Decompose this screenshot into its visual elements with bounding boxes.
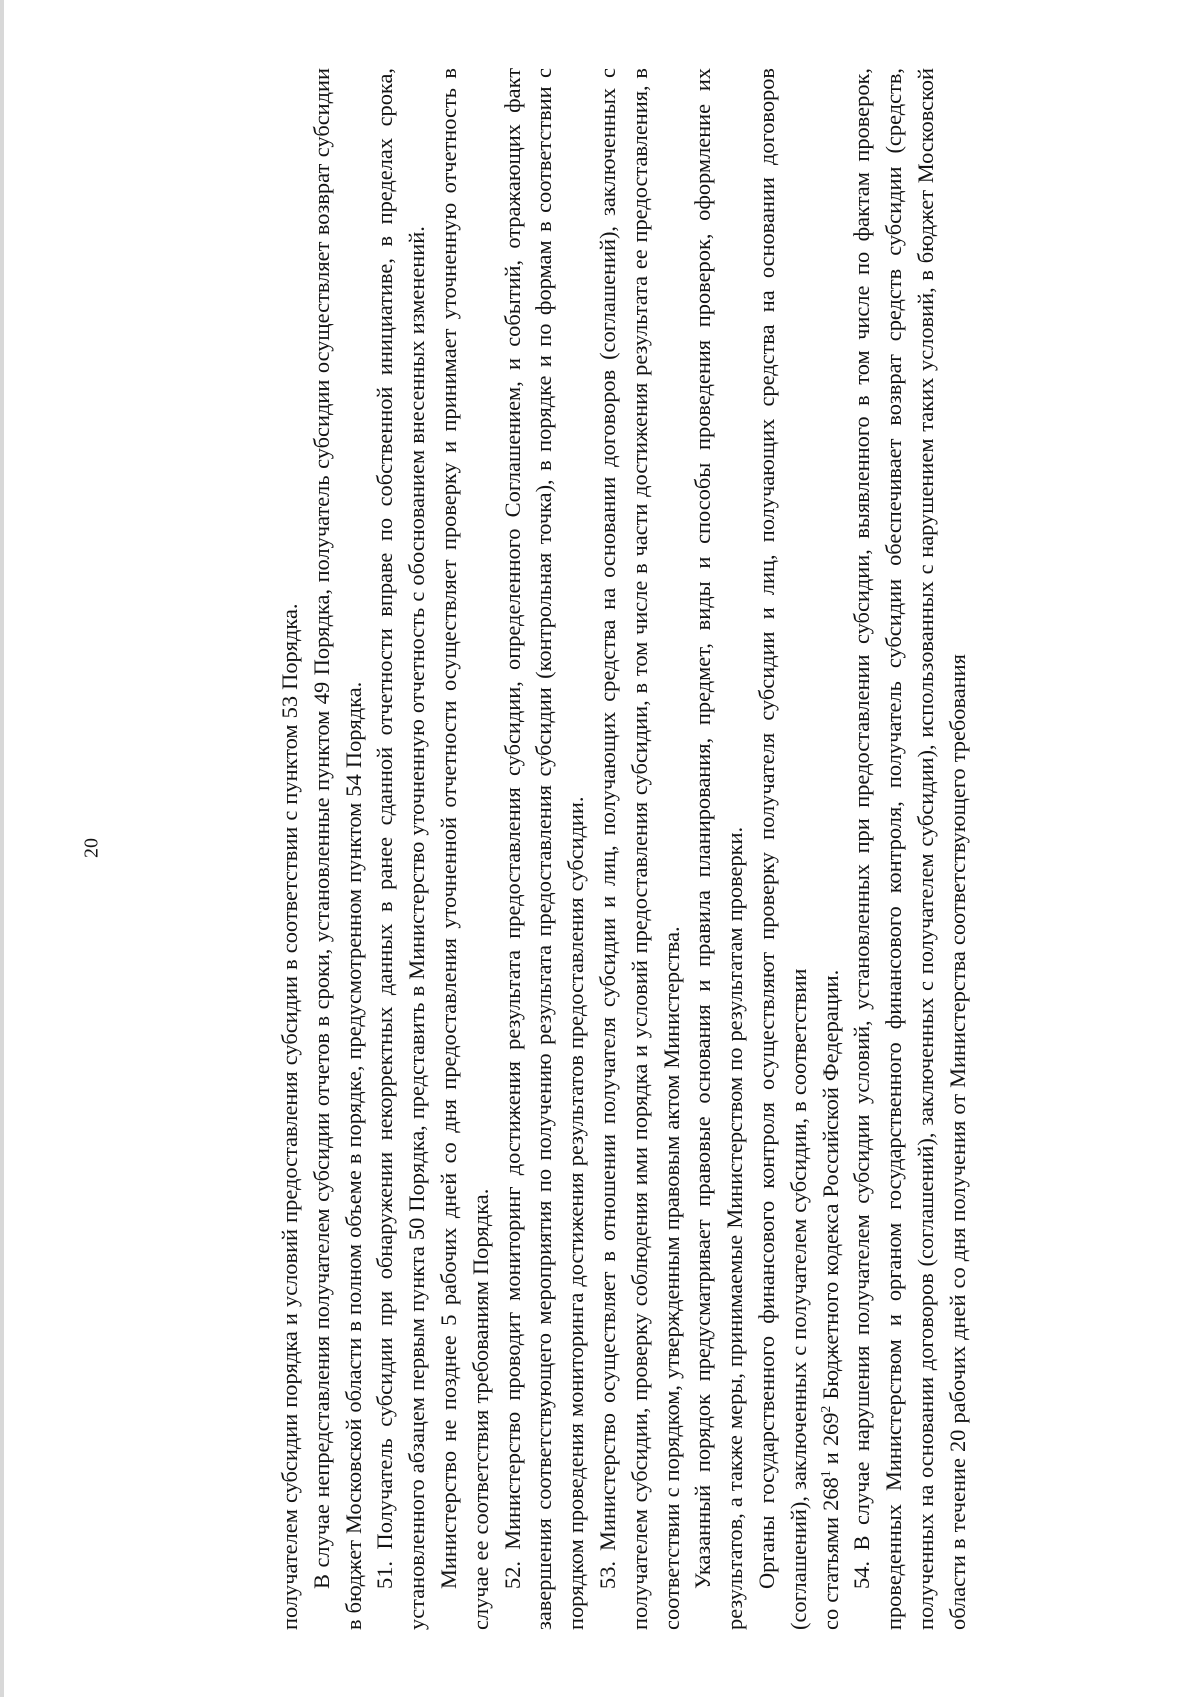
text-fragment: и 269 [817,1412,843,1471]
scan-edge [0,0,4,1697]
paragraph: Указанный порядок предусматривает правовые основания и правила планирования, предмет, виды и способы проведения проверок, оформление их результатов, а также меры, принимаемые Министерством по результатам проверки. [690,68,748,1630]
document-body [274,68,974,1630]
paragraph-budget-code-reference [815,68,847,1630]
paragraph-item-51: 51. Получатель субсидии при обнаружении некорректных данных в ранее сданной отчетности вправе по собственной инициативе, в пределах срока, установленного абзацем первым пункта 50 Порядка, представить в Министерство уточненную отчетность с обоснованием внесенных изменений. [372,68,430,1630]
text-fragment: Бюджетного кодекса Российской Федерации. [817,969,843,1406]
paragraph: В случае непредставления получателем субсидии отчетов в сроки, установленные пунктом 49 Порядка, получатель субсидии осуществляет возврат субсидии в бюджет Московской области в полном объеме в порядке, предусмотренном пунктом 54 Порядка. [309,68,366,1630]
superscript: 1 [818,1470,834,1478]
page-number: 20 [80,838,103,858]
paragraph-item-54: 54. В случае нарушения получателем субсидии условий, установленных при предоставлении субсидии, выявленного в том числе по фактам проверок, проведенных Министерством и органом государственного финансового контроля, получатель субсидии обеспечивает возврат средств субсидии (средств, полученных на основании договоров (соглашений), заключенных с получателем субсидии), использованных с нарушением таких условий, в бюджет Московской области в течение 20 рабочих дней со дня получения от Министерства соответствующего требования [849,68,970,1630]
paragraph: получателем субсидии порядка и условий предоставления субсидии в соответствии с пунктом 53 Порядка. [277,603,303,1630]
text-fragment: со статьями 268 [817,1477,843,1630]
paragraph-item-53: 53. Министерство осуществляет в отношении получателя субсидии и лиц, получающих средства на основании договоров (соглашений), заключенных с получателем субсидии, проверку соблюдения ими порядка и условий предоставления субсидии, в том числе в части достижения результата ее предоставления, в соответствии с порядком, утвержденным правовым актом Министерства. [595,68,684,1630]
paragraph: Министерство не позднее 5 рабочих дней со дня предоставления уточненной отчетности осуществляет проверку и принимает уточненную отчетность в случае ее соответствия требованиям Порядка. [436,68,494,1630]
paragraph-item-52: 52. Министерство проводит мониторинг достижения результата предоставления субсидии, определенного Соглашением, и событий, отражающих факт завершения соответствующего мероприятия по получению результата предоставления субсидии (контрольная точка), в порядке и по формам в соответствии с порядком проведения мониторинга достижения результатов предоставления субсидии. [499,68,589,1630]
superscript: 2 [818,1405,834,1413]
paragraph: Органы государственного финансового контроля осуществляют проверку получателя субсидии и лиц, получающих средства на основании договоров (соглашений), заключенных с получателем субсидии, в соответствии [754,68,811,1630]
